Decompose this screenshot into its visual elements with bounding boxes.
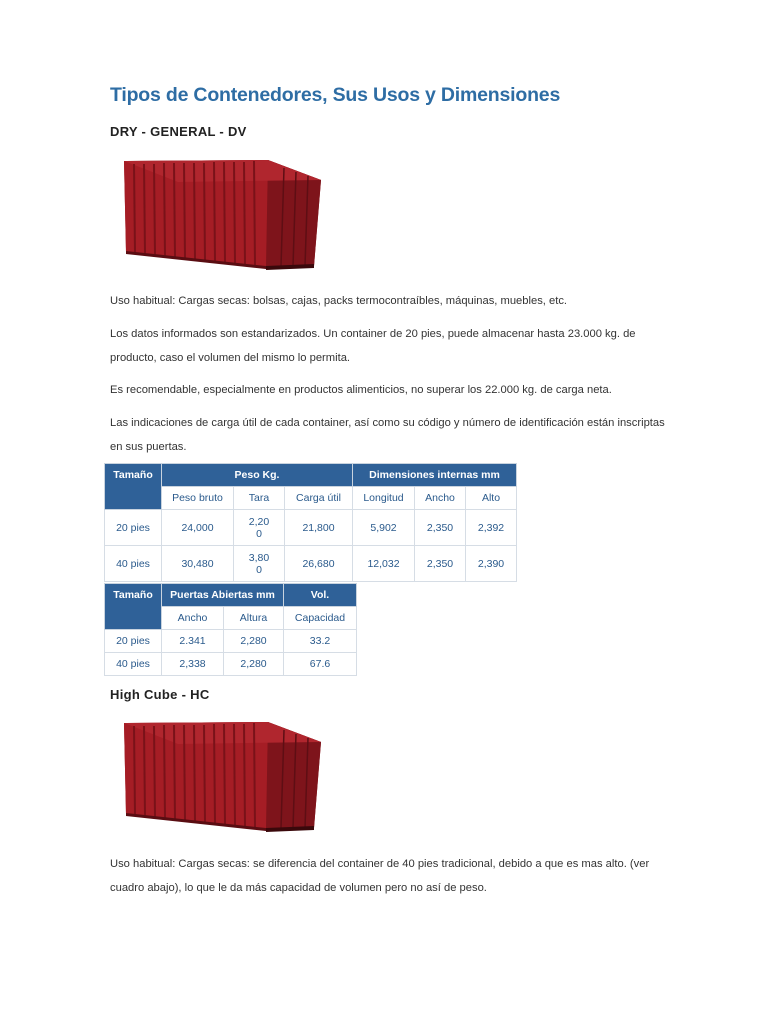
cell-width: 2,350 bbox=[415, 546, 466, 582]
table-row bbox=[105, 630, 357, 653]
cell-height: 2,392 bbox=[466, 510, 517, 546]
cell-size: 20 pies bbox=[105, 510, 162, 546]
subheader-width: Ancho bbox=[162, 607, 224, 630]
cell-size: 20 pies bbox=[105, 630, 162, 653]
dry-paragraph-2: Los datos informados son estandarizados. Un container de 20 pies, puede almacenar hasta 23.000 kg. de producto, caso el volumen del mismo lo permita. bbox=[110, 328, 636, 364]
cell-width: 2,350 bbox=[415, 510, 466, 546]
cell-width: 2,338 bbox=[162, 653, 224, 676]
cell-height: 2,390 bbox=[466, 546, 517, 582]
cell-payload: 21,800 bbox=[285, 510, 353, 546]
subheader-gross-weight: Peso bruto bbox=[162, 487, 234, 510]
header-door-opening: Puertas Abiertas mm bbox=[162, 584, 284, 607]
cell-tare bbox=[234, 546, 285, 582]
cell-size: 40 pies bbox=[105, 546, 162, 582]
page-title: Tipos de Contenedores, Sus Usos y Dimensiones bbox=[110, 84, 561, 106]
dry-container-image bbox=[116, 158, 322, 270]
cell-payload: 26,680 bbox=[285, 546, 353, 582]
dry-paragraph-1: Uso habitual: Cargas secas: bolsas, cajas, packs termocontraíbles, máquinas, muebles, etc. bbox=[110, 295, 568, 307]
subheader-width: Ancho bbox=[415, 487, 466, 510]
cell-tare bbox=[234, 510, 285, 546]
subheader-height: Alto bbox=[466, 487, 517, 510]
section-heading-dry: DRY - GENERAL - DV bbox=[110, 124, 247, 139]
dry-paragraph-3: Es recomendable, especialmente en productos alimenticios, no superar los 22.000 kg. de carga neta. bbox=[110, 384, 612, 396]
cell-capacity: 67.6 bbox=[284, 653, 357, 676]
header-internal-dimensions: Dimensiones internas mm bbox=[353, 464, 517, 487]
weight-dimensions-table bbox=[104, 463, 517, 582]
header-size: Tamaño bbox=[105, 584, 162, 630]
table-row bbox=[105, 653, 357, 676]
cell-length: 12,032 bbox=[353, 546, 415, 582]
door-opening-table bbox=[104, 583, 357, 676]
dry-paragraph-4: Las indicaciones de carga útil de cada container, así como su código y número de identificación están inscriptas en sus puertas. bbox=[110, 417, 665, 453]
cell-length: 5,902 bbox=[353, 510, 415, 546]
cell-gross-weight: 24,000 bbox=[162, 510, 234, 546]
high-cube-paragraph-1: Uso habitual: Cargas secas: se diferencia del container de 40 pies tradicional, debido a que es mas alto. (ver cuadro abajo), lo que le da más capacidad de volumen pero no así de peso. bbox=[110, 858, 650, 894]
tare-value: 3,800 bbox=[248, 551, 270, 576]
header-volume: Vol. bbox=[284, 584, 357, 607]
section-heading-high-cube: High Cube - HC bbox=[110, 687, 210, 702]
table-row bbox=[105, 546, 517, 582]
subheader-tare: Tara bbox=[234, 487, 285, 510]
cell-size: 40 pies bbox=[105, 653, 162, 676]
table-row bbox=[105, 510, 517, 546]
subheader-length: Longitud bbox=[353, 487, 415, 510]
cell-width: 2.341 bbox=[162, 630, 224, 653]
cell-height: 2,280 bbox=[224, 653, 284, 676]
subheader-payload: Carga útil bbox=[285, 487, 353, 510]
header-size: Tamaño bbox=[105, 464, 162, 510]
header-weight: Peso Kg. bbox=[162, 464, 353, 487]
cell-capacity: 33.2 bbox=[284, 630, 357, 653]
cell-gross-weight: 30,480 bbox=[162, 546, 234, 582]
high-cube-container-image bbox=[116, 720, 322, 832]
subheader-height: Altura bbox=[224, 607, 284, 630]
subheader-capacity: Capacidad bbox=[284, 607, 357, 630]
cell-height: 2,280 bbox=[224, 630, 284, 653]
tare-value: 2,200 bbox=[248, 515, 270, 540]
